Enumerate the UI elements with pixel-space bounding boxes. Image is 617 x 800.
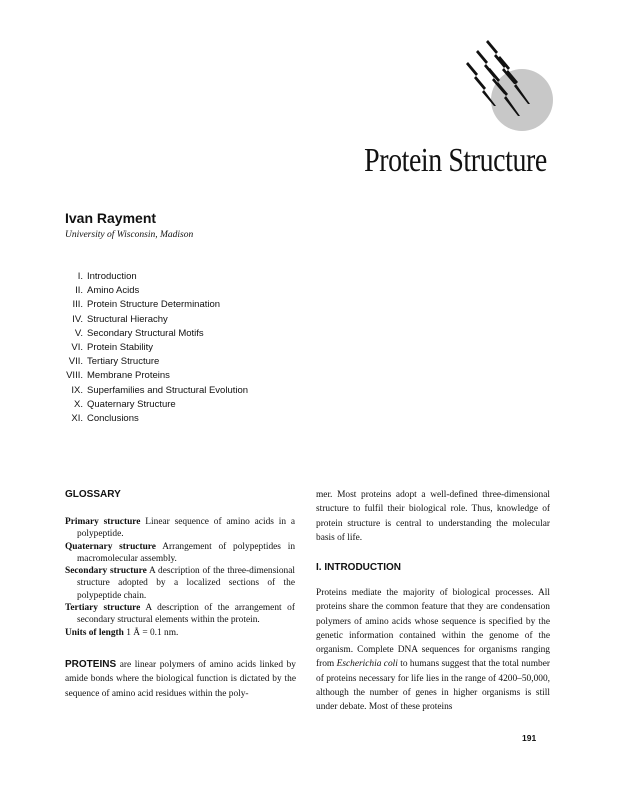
glossary-heading: GLOSSARY (65, 489, 121, 500)
toc-item: VIII. Membrane Proteins (66, 370, 170, 382)
author-name: Ivan Rayment (65, 210, 157, 226)
section-heading-introduction: I. INTRODUCTION (316, 562, 401, 573)
glossary-entry: Primary structure Linear sequence of amino acids in a polypeptide. (65, 517, 296, 540)
toc-item: III. Protein Structure Determination (72, 299, 221, 311)
lead-word: PROTEINS (65, 659, 117, 670)
page-number: 191 (522, 733, 537, 743)
opening-text: are linear polymers of amino acids linked by amide bonds where the biological function is dictated by the sequence of amino acid residues within the poly- (65, 660, 296, 699)
toc-item: I. Introduction (77, 271, 137, 282)
toc-item: IV. Structural Hierachy (72, 313, 168, 325)
opening-paragraph (65, 658, 296, 701)
logo-circle (491, 69, 553, 131)
toc-item: XI. Conclusions (71, 413, 139, 425)
toc-item: VI. Protein Stability (71, 342, 154, 354)
glossary-entry: Tertiary structure A description of the arrangement of secondary structural elements within the protein. (65, 603, 295, 626)
glossary-list (65, 516, 295, 639)
introduction-paragraph: Proteins mediate the majority of biological processes. All proteins share the common feature that they are condensation polymers of amino acids whose sequence is specified by the genetic information contained within the genome of the organism. Complete DNA sequences for organisms ranging from Escherichia coli to humans suggest that the total number of proteins necessary for life lies in the range of 4200–50,000, although the number of genes in higher organisms is still under debate. Most of these proteins (316, 588, 550, 713)
continuation-paragraph: mer. Most proteins adopt a well-defined three-dimensional structure to fulfil their biological role. Thus, knowledge of protein structure is central to understanding the molecular basis of life. (316, 490, 550, 543)
toc-item: X. Quaternary Structure (74, 398, 176, 410)
toc-item: V. Secondary Structural Motifs (74, 327, 204, 339)
chapter-title: Protein Structure (364, 142, 547, 179)
glossary-entry: Secondary structure A description of the three-dimensional structure adopted by a localized sections of the polypeptide chain. (65, 566, 296, 601)
lightning-bolts-icon (464, 40, 554, 132)
glossary-entry: Units of length 1 Å = 0.1 nm. (65, 627, 179, 638)
table-of-contents (50, 270, 248, 426)
toc-item: II. Amino Acids (75, 285, 140, 297)
species-name: Escherichia coli (336, 659, 398, 670)
glossary-entry: Quaternary structure Arrangement of polypeptides in macromolecular assembly. (65, 541, 296, 564)
toc-item: VII. Tertiary Structure (68, 356, 160, 368)
author-affiliation: University of Wisconsin, Madison (65, 230, 194, 240)
toc-item: IX. Superfamilies and Structural Evolution (71, 384, 249, 396)
